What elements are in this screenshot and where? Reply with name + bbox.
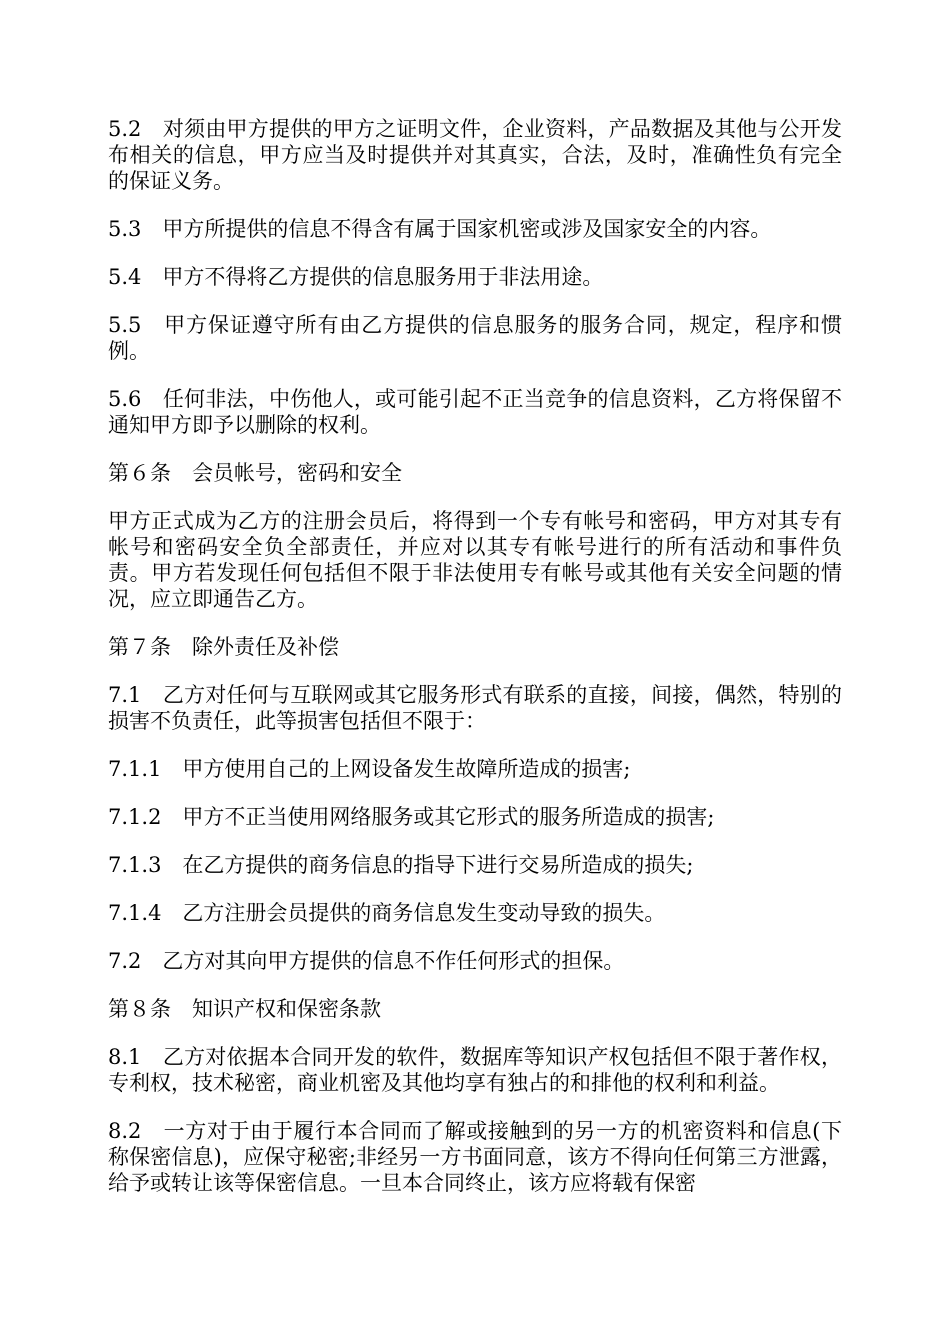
article-8-heading: 第８条 知识产权和保密条款 [108,997,381,1021]
clause-5-3: 5.3 甲方所提供的信息不得含有属于国家机密或涉及国家安全的内容。 [108,217,772,241]
article-7-heading: 第７条 除外责任及补偿 [108,635,339,659]
clause-5-4: 5.4 甲方不得将乙方提供的信息服务用于非法用途。 [108,265,604,289]
clause-7-1-3: 7.1.3 在乙方提供的商务信息的指导下进行交易所造成的损失; [108,853,694,877]
clause-7-2: 7.2 乙方对其向甲方提供的信息不作任何形式的担保。 [108,949,625,973]
clause-7-1-4: 7.1.4 乙方注册会员提供的商务信息发生变动导致的损失。 [108,901,666,925]
article-6-body: 甲方正式成为乙方的注册会员后，将得到一个专有帐号和密码，甲方对其专有帐号和密码安全负全部责任，并应对以其专有帐号进行的所有活动和事件负责。甲方若发现任何包括但不限于非法使用专有帐号或其他有关安全问题的情况，应立即通告乙方。 [108,509,842,611]
clause-5-5: 5.5 甲方保证遵守所有由乙方提供的信息服务的服务合同，规定，程序和惯例。 [108,313,842,363]
clause-7-1: 7.1 乙方对任何与互联网或其它服务形式有联系的直接，间接，偶然，特别的损害不负责任，此等损害包括但不限于： [108,683,842,733]
clause-8-2: 8.2 一方对于由于履行本合同而了解或接触到的另一方的机密资料和信息(下称保密信息)，应保守秘密;非经另一方书面同意，该方不得向任何第三方泄露，给予或转让该等保密信息。一旦本合同终止，该方应将载有保密 [108,1119,842,1195]
article-6-heading: 第６条 会员帐号，密码和安全 [108,461,402,485]
clause-7-1-1: 7.1.1 甲方使用自己的上网设备发生故障所造成的损害; [108,757,631,781]
clause-7-1-2: 7.1.2 甲方不正当使用网络服务或其它形式的服务所造成的损害; [108,805,715,829]
clause-8-1: 8.1 乙方对依据本合同开发的软件，数据库等知识产权包括但不限于著作权，专利权，技术秘密，商业机密及其他均享有独占的和排他的权利和利益。 [108,1045,842,1095]
clause-5-6: 5.6 任何非法，中伤他人，或可能引起不正当竞争的信息资料，乙方将保留不通知甲方即予以删除的权利。 [108,387,842,437]
document-page [108,116,842,1218]
clause-5-2: 5.2 对须由甲方提供的甲方之证明文件，企业资料，产品数据及其他与公开发布相关的信息，甲方应当及时提供并对其真实，合法，及时，准确性负有完全的保证义务。 [108,117,842,193]
